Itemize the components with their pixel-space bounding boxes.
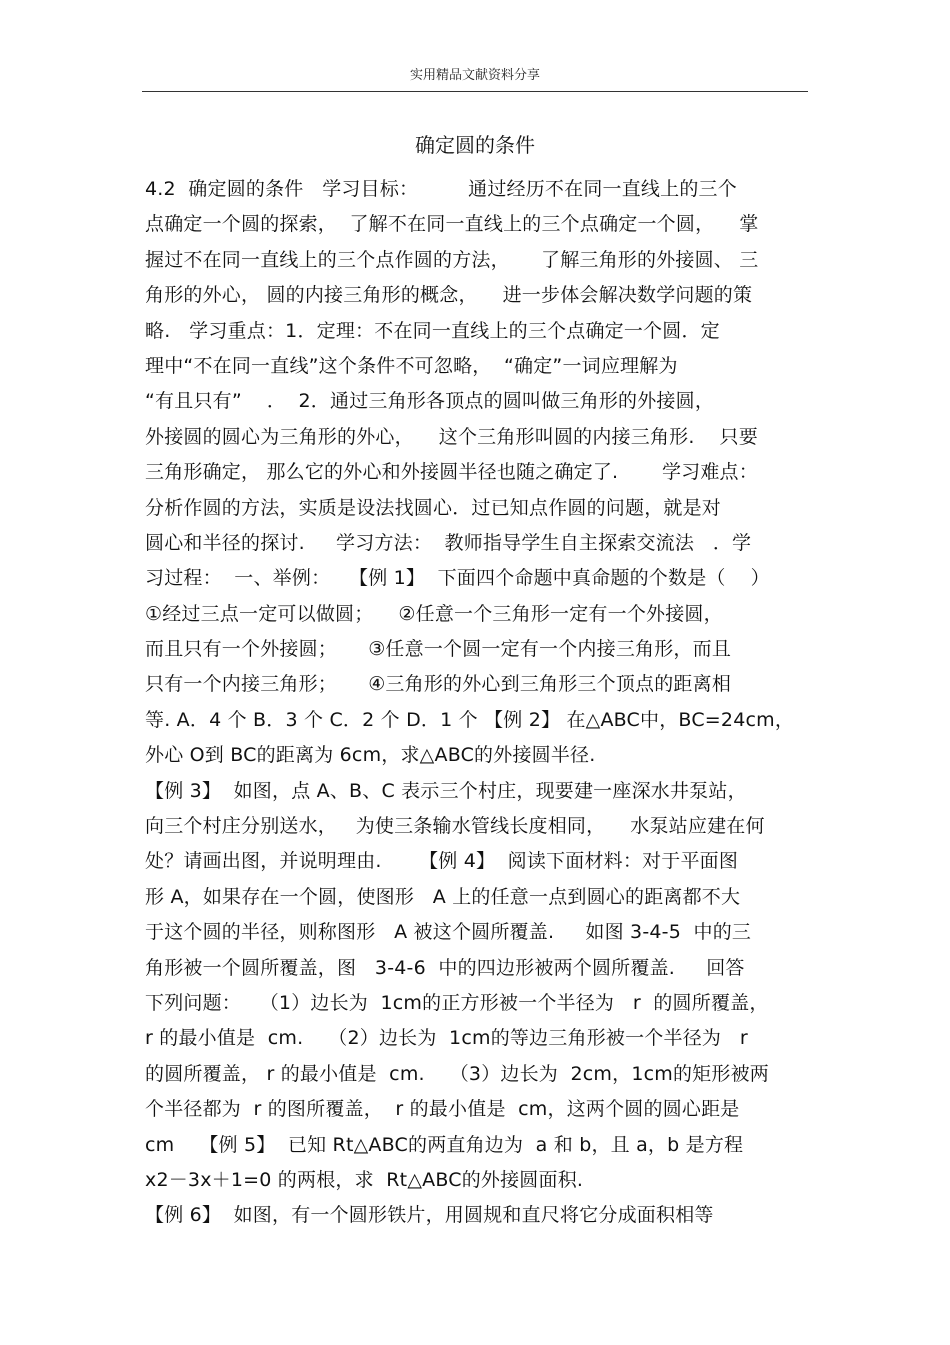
text-line: 圆心和半径的探讨. 学习方法： 教师指导学生自主探索交流法 ．学 — [145, 531, 752, 554]
text-line: 略. 学习重点：1．定理：不在同一直线上的三个点确定一个圆．定 — [145, 319, 720, 342]
text-line: 向三个村庄分别送水， 为使三条输水管线长度相同， 水泵站应建在何 — [145, 815, 765, 838]
text-line: 理中“不在同一直线”这个条件不可忽略， “确定”一词应理解为 — [145, 354, 678, 377]
text-line: 握过不在同一直线上的三个点作圆的方法， 了解三角形的外接圆、 三 — [145, 248, 759, 271]
text-line: 处？请画出图，并说明理由. 【例 4】 阅读下面材料：对于平面图 — [145, 850, 739, 873]
text-line: 习过程： 一、举例： 【例 1】 下面四个命题中真命题的个数是（ ） — [145, 567, 770, 590]
text-line: 下列问题： （1）边长为 1cm的正方形被一个半径为 r 的圆所覆盖， — [145, 991, 769, 1014]
header-rule — [142, 91, 808, 92]
text-line: ①经过三点一定可以做圆； ②任意一个三角形一定有一个外接圆， — [145, 602, 723, 625]
text-line: 【例 6】 如图，有一个圆形铁片，用圆规和直尺将它分成面积相等 — [145, 1204, 714, 1227]
text-line: 分析作圆的方法，实质是设法找圆心．过已知点作圆的问题，就是对 — [145, 496, 722, 519]
text-line: cm 【例 5】 已知 Rt△ABC的两直角边为 a 和 b，且 a，b 是方程 — [145, 1133, 744, 1156]
text-line: 外接圆的圆心为三角形的外心， 这个三角形叫圆的内接三角形. 只要 — [145, 425, 758, 448]
text-line: x2－3x＋1=0 的两根，求 Rt△ABC的外接圆面积. — [145, 1168, 584, 1191]
text-line: 4.2 确定圆的条件 学习目标： 通过经历不在同一直线上的三个 — [145, 178, 737, 200]
text-line: r 的最小值是 cm. （2）边长为 1cm的等边三角形被一个半径为 r — [145, 1027, 748, 1050]
text-line: 而且只有一个外接圆； ③任意一个圆一定有一个内接三角形，而且 — [145, 638, 732, 661]
document-title: 确定圆的条件 — [415, 133, 535, 157]
text-line: 外心 O到 BC的距离为 6cm，求△ABC的外接圆半径. — [145, 744, 596, 767]
text-line: 于这个圆的半径，则称图形 A 被这个圆所覆盖. 如图 3-4-5 中的三 — [145, 921, 752, 944]
text-line: 的圆所覆盖， r 的最小值是 cm. （3）边长为 2cm，1cm的矩形被两 — [145, 1062, 769, 1085]
text-line: 三角形确定， 那么它的外心和外接圆半径也随之确定了. 学习难点： — [145, 461, 758, 484]
text-line: 形 A，如果存在一个圆，使图形 A 上的任意一点到圆心的距离都不大 — [145, 885, 741, 908]
text-line: 【例 3】 如图，点 A、B、C 表示三个村庄，现要建一座深水井泵站， — [145, 779, 747, 802]
text-line: 只有一个内接三角形； ④三角形的外心到三角形三个顶点的距离相 — [145, 673, 732, 696]
text-line: 个半径都为 r 的图所覆盖， r 的最小值是 cm，这两个圆的圆心距是 — [145, 1098, 740, 1121]
text-line: 角形的外心， 圆的内接三角形的概念， 进一步体会解决数学问题的策 — [145, 284, 753, 307]
text-line: 等. A．4 个 B．3 个 C．2 个 D．1 个 【例 2】 在△ABC中，BC=24cm， — [145, 708, 795, 731]
document-body — [145, 172, 810, 1234]
text-line: 点确定一个圆的探索， 了解不在同一直线上的三个点确定一个圆， 掌 — [145, 213, 759, 236]
page-header: 实用精品文献资料分享 — [409, 68, 540, 83]
text-line: “有且只有” ． 2．通过三角形各顶点的圆叫做三角形的外接圆， — [145, 390, 715, 413]
text-line: 角形被一个圆所覆盖，图 3-4-6 中的四边形被两个圆所覆盖. 回答 — [145, 956, 745, 979]
